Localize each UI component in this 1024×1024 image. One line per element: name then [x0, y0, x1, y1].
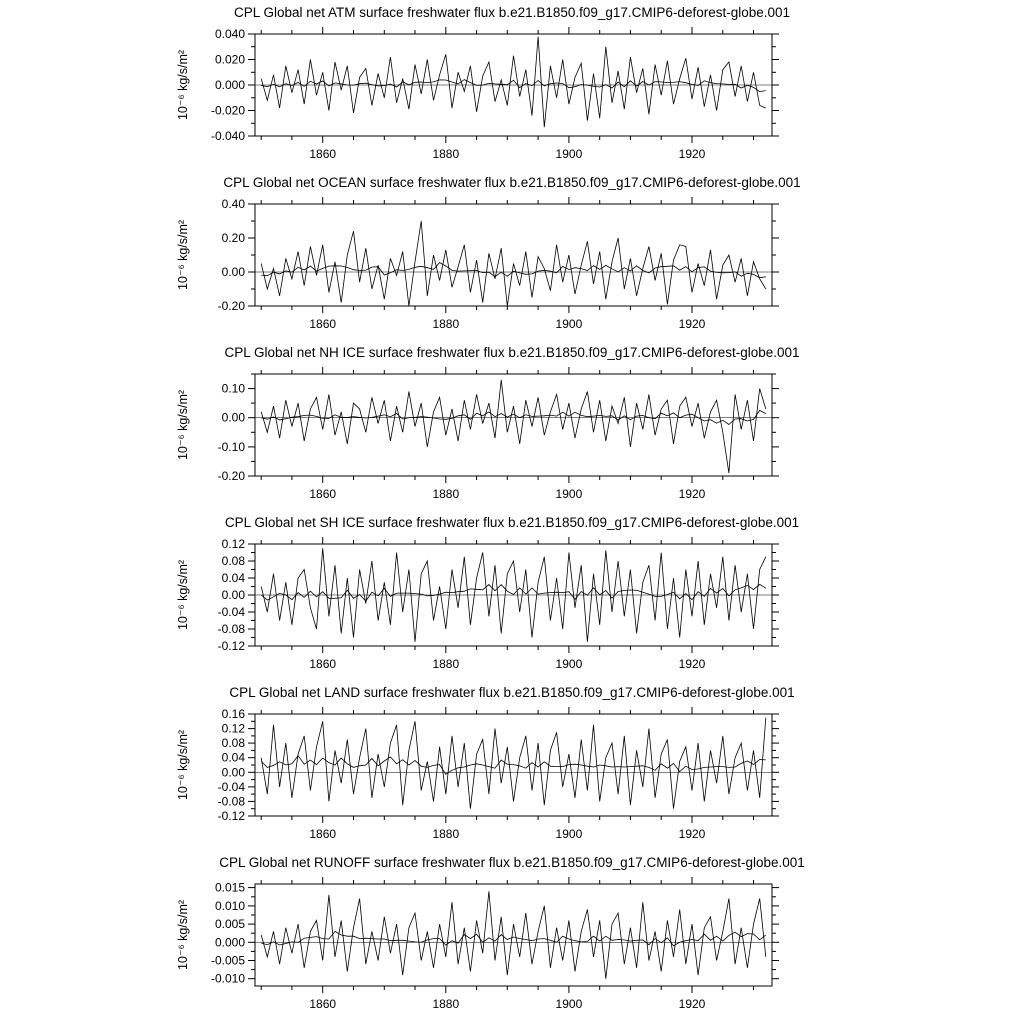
y-tick-label: 0.08: [221, 736, 245, 751]
chart-panel: [0, 342, 1024, 512]
y-tick-label: 0.010: [214, 898, 245, 913]
x-tick-label: 1880: [432, 827, 460, 841]
x-tick-label: 1900: [555, 997, 583, 1011]
chart-plot: [0, 704, 1024, 852]
x-tick-label: 1920: [678, 827, 706, 841]
x-tick-label: 1880: [432, 487, 460, 501]
y-tick-label: -0.08: [217, 622, 245, 636]
x-tick-label: 1880: [432, 317, 460, 331]
x-tick-label: 1860: [309, 317, 337, 331]
chart-title: CPL Global net RUNOFF surface freshwater flux b.e21.B1850.f09_g17.CMIP6-deforest-globe.001: [219, 855, 805, 870]
y-tick-label: 0.000: [214, 78, 245, 92]
chart-title: CPL Global net NH ICE surface freshwater flux b.e21.B1850.f09_g17.CMIP6-deforest-globe.001: [224, 345, 800, 360]
x-tick-label: 1920: [678, 997, 706, 1011]
x-tick-label: 1920: [678, 657, 706, 671]
chart-panel: [0, 2, 1024, 172]
chart-plot: [0, 874, 1024, 1022]
annual-series-line: [261, 380, 766, 473]
chart-title: CPL Global net LAND surface freshwater flux b.e21.B1850.f09_g17.CMIP6-deforest-globe.001: [229, 685, 795, 700]
y-tick-label: 0.00: [221, 410, 245, 425]
y-tick-label: -0.12: [217, 639, 245, 653]
chart-title: CPL Global net ATM surface freshwater flux b.e21.B1850.f09_g17.CMIP6-deforest-globe.001: [233, 5, 791, 20]
annual-series-line: [261, 37, 766, 128]
x-tick-label: 1900: [555, 147, 583, 161]
y-tick-label: 0.00: [221, 588, 245, 602]
chart-panel: [0, 852, 1024, 1022]
y-tick-label: -0.005: [210, 953, 245, 968]
x-tick-label: 1900: [555, 487, 583, 501]
x-tick-label: 1860: [309, 997, 337, 1011]
y-tick-label: 0.12: [221, 537, 245, 551]
tick-marks: [248, 367, 779, 483]
chart-plot: [0, 364, 1024, 512]
x-tick-label: 1860: [309, 657, 337, 671]
chart-title: CPL Global net OCEAN surface freshwater flux b.e21.B1850.f09_g17.CMIP6-deforest-globe.001: [223, 175, 801, 190]
chart-panel: [0, 512, 1024, 682]
y-axis-title: 10⁻⁶ kg/s/m²: [176, 219, 190, 291]
y-axis-title: 10⁻⁶ kg/s/m²: [176, 729, 190, 801]
x-tick-label: 1920: [678, 317, 706, 331]
x-tick-label: 1880: [432, 147, 460, 161]
chart-plot: [0, 534, 1024, 682]
plot-frame: [255, 204, 772, 306]
y-tick-label: 0.10: [221, 381, 245, 396]
y-axis-title: 10⁻⁶ kg/s/m²: [176, 899, 190, 971]
y-tick-label: -0.08: [217, 794, 245, 809]
annual-series-line: [261, 221, 766, 306]
y-tick-label: 0.000: [214, 935, 245, 950]
y-tick-label: 0.015: [214, 880, 245, 895]
y-axis-title: 10⁻⁶ kg/s/m²: [176, 49, 190, 121]
y-tick-label: 0.040: [214, 27, 245, 41]
x-tick-label: 1900: [555, 317, 583, 331]
y-axis-title: 10⁻⁶ kg/s/m²: [176, 559, 190, 631]
y-tick-label: 0.16: [221, 707, 245, 721]
y-tick-label: 0.04: [221, 750, 245, 765]
y-tick-label: 0.08: [221, 554, 245, 568]
y-tick-label: -0.04: [217, 779, 245, 794]
y-tick-label: -0.040: [210, 129, 245, 143]
chart-panel: [0, 172, 1024, 342]
chart-plot: [0, 24, 1024, 172]
y-tick-label: 0.00: [221, 265, 245, 279]
y-tick-label: -0.010: [210, 971, 245, 986]
x-tick-label: 1860: [309, 487, 337, 501]
y-tick-label: -0.12: [217, 809, 245, 823]
plot-frame: [255, 374, 772, 476]
y-tick-label: -0.04: [217, 605, 245, 619]
y-tick-label: 0.00: [221, 765, 245, 780]
y-tick-label: 0.12: [221, 721, 245, 736]
y-tick-label: 0.04: [221, 571, 245, 585]
x-tick-label: 1860: [309, 827, 337, 841]
y-tick-label: 0.40: [221, 197, 245, 211]
x-tick-label: 1880: [432, 657, 460, 671]
chart-title: CPL Global net SH ICE surface freshwater flux b.e21.B1850.f09_g17.CMIP6-deforest-globe.001: [224, 515, 800, 530]
y-tick-label: -0.10: [217, 439, 245, 454]
x-tick-label: 1900: [555, 827, 583, 841]
y-axis-title: 10⁻⁶ kg/s/m²: [176, 389, 190, 461]
x-tick-label: 1920: [678, 147, 706, 161]
x-tick-label: 1920: [678, 487, 706, 501]
chart-panel: [0, 682, 1024, 852]
y-tick-label: 0.20: [221, 231, 245, 245]
y-tick-label: -0.020: [210, 103, 245, 118]
y-tick-label: -0.20: [217, 469, 245, 483]
y-tick-label: 0.005: [214, 917, 245, 932]
annual-series-line: [261, 891, 766, 978]
tick-marks: [248, 877, 779, 993]
x-tick-label: 1860: [309, 147, 337, 161]
chart-plot: [0, 194, 1024, 342]
x-tick-label: 1880: [432, 997, 460, 1011]
y-tick-label: -0.20: [217, 299, 245, 313]
tick-marks: [248, 197, 779, 313]
x-tick-label: 1900: [555, 657, 583, 671]
y-tick-label: 0.020: [214, 52, 245, 67]
